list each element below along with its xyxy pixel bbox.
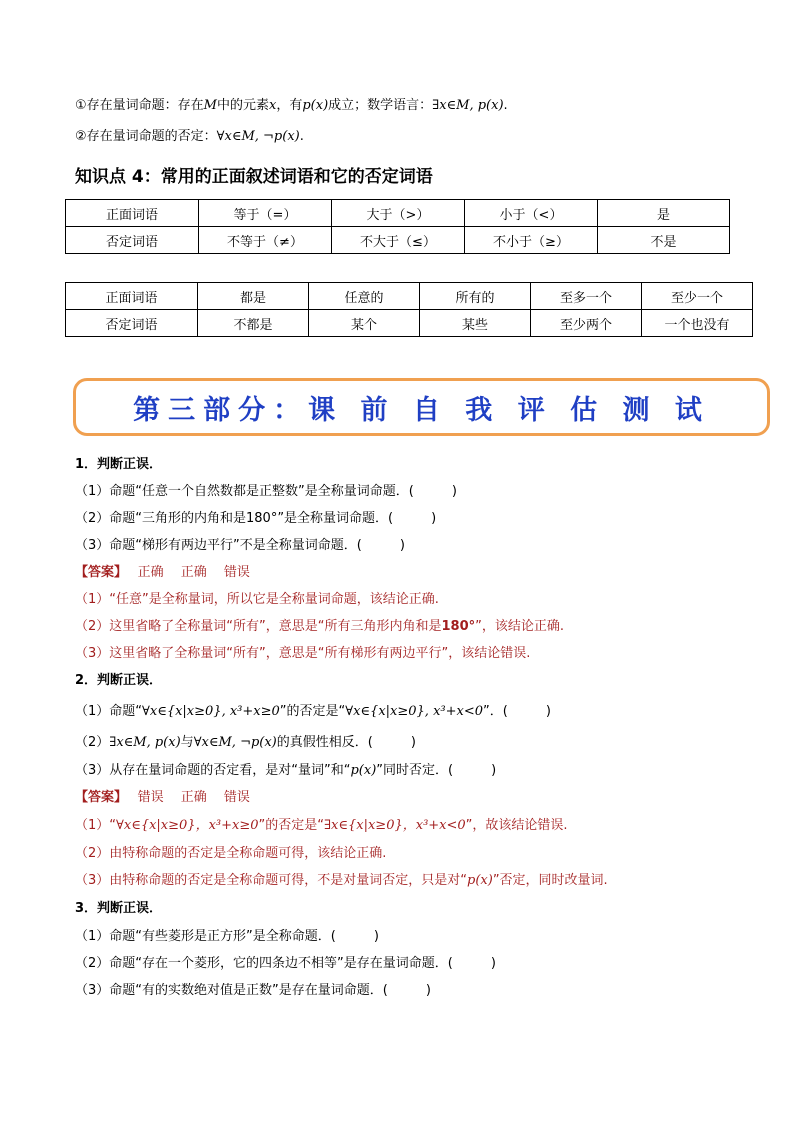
table-cell: 某些	[420, 310, 531, 337]
section-4-title: 知识点 4：常用的正面叙述词语和它的否定词语	[75, 167, 433, 187]
q1-item-2: （2）命题“三角形的内角和是180°”是全称量词命题．( )	[75, 511, 437, 526]
q1-explanation-1: （1）“任意”是全称量词，所以它是全称量词命题，该结论正确.	[75, 592, 439, 607]
table-cell: 至少两个	[531, 310, 642, 337]
q3-item-2: （2）命题“存在一个菱形，它的四条边不相等”是存在量词命题．( )	[75, 956, 496, 971]
table-row	[66, 200, 730, 227]
table-cell: 等于（=）	[199, 200, 332, 227]
table-cell: 至多一个	[531, 283, 642, 310]
table-cell: 任意的	[309, 283, 420, 310]
table-cell: 是	[598, 200, 730, 227]
table-cell: 小于（<）	[465, 200, 598, 227]
q3-title: 3．判断正误．	[75, 901, 163, 916]
q3-item-3: （3）命题“有的实数绝对值是正数”是存在量词命题．( )	[75, 983, 431, 998]
part-three-banner	[73, 378, 770, 436]
table-cell: 大于（>）	[332, 200, 465, 227]
q2-title: 2．判断正误．	[75, 673, 163, 688]
table-cell: 不大于（≤）	[332, 227, 465, 254]
q2-explanation-2: （2）由特称命题的否定是全称命题可得，该结论正确.	[75, 846, 387, 861]
q2-answer: 【答案】 错误 正确 错误	[75, 790, 250, 805]
table-cell: 否定词语	[66, 227, 199, 254]
q3-item-1: （1）命题“有些菱形是正方形”是全称命题．( )	[75, 929, 379, 944]
table-row	[66, 310, 753, 337]
q1-explanation-2: （2）这里省略了全称量词“所有”，意思是“所有三角形内角和是180°”，该结论正确.	[75, 619, 564, 634]
q2-explanation-1: （1）“∀x∈{x|x≥0}，x³+x≥0”的否定是“∃x∈{x|x≥0}，x³+x<0”，故该结论错误.	[75, 818, 568, 833]
table-cell: 不等于（≠）	[199, 227, 332, 254]
banner-title: 第三部分：课 前 自 我 评 估 测 试	[133, 394, 710, 426]
keyword-table-1	[65, 199, 730, 254]
q2-item-3: （3）从存在量词命题的否定看，是对“量词”和“p(x)”同时否定．( )	[75, 763, 497, 778]
table-cell: 所有的	[420, 283, 531, 310]
table-row	[66, 283, 753, 310]
intro-line-2: ②存在量词命题的否定：∀x∈M, ¬p(x).	[75, 129, 304, 144]
table-cell: 不是	[598, 227, 730, 254]
table-cell: 某个	[309, 310, 420, 337]
q1-answer: 【答案】 正确 正确 错误	[75, 565, 250, 580]
q2-explanation-3: （3）由特称命题的否定是全称命题可得，不是对量词否定，只是对“p(x)”否定，同时改量词.	[75, 873, 608, 888]
keyword-table-2	[65, 282, 753, 337]
q1-explanation-3: （3）这里省略了全称量词“所有”，意思是“所有梯形有两边平行”，该结论错误.	[75, 646, 531, 661]
table-cell: 不都是	[198, 310, 309, 337]
q1-item-1: （1）命题“任意一个自然数都是正整数”是全称量词命题．( )	[75, 484, 457, 499]
negation-formula: ∀x∈M, ¬p(x)	[216, 129, 300, 144]
q1-item-3: （3）命题“梯形有两边平行”不是全称量词命题．( )	[75, 538, 405, 553]
table-row	[66, 227, 730, 254]
q2-item-2: （2）∃x∈M, p(x)与∀x∈M, ¬p(x)的真假性相反．( )	[75, 735, 416, 750]
table-cell: 至少一个	[642, 283, 753, 310]
q1-title: 1．判断正误．	[75, 457, 163, 472]
exists-formula: ∃x∈M, p(x)	[432, 98, 504, 113]
table-cell: 正面词语	[66, 283, 198, 310]
table-cell: 都是	[198, 283, 309, 310]
table-cell: 正面词语	[66, 200, 199, 227]
table-cell: 否定词语	[66, 310, 198, 337]
table-cell: 不小于（≥）	[465, 227, 598, 254]
table-cell: 一个也没有	[642, 310, 753, 337]
q2-item-1: （1）命题“∀x∈{x|x≥0}, x³+x≥0”的否定是“∀x∈{x|x≥0}, x³+x<0”．( )	[75, 704, 551, 719]
intro-line-1: ①存在量词命题：存在M中的元素x，有p(x)成立；数学语言：∃x∈M, p(x).	[75, 98, 508, 113]
